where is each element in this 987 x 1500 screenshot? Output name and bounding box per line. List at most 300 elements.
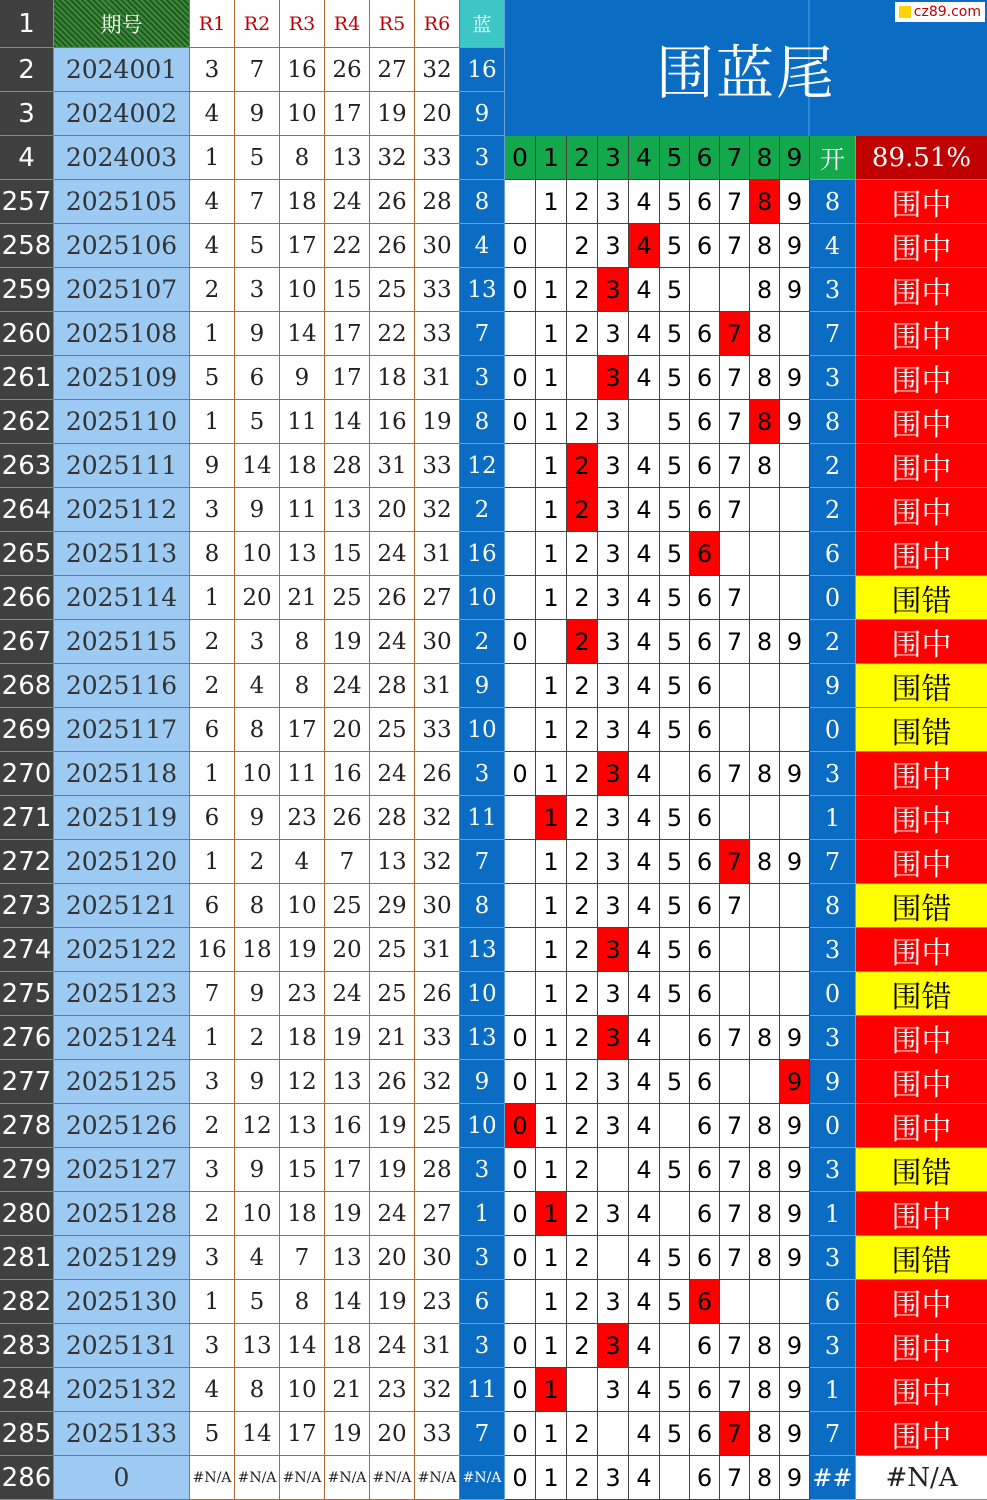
- digit-cell[interactable]: 4: [629, 620, 660, 664]
- blue-ball-cell[interactable]: 7: [460, 312, 505, 356]
- digit-cell[interactable]: 3: [598, 708, 629, 752]
- digit-cell[interactable]: 4: [629, 180, 660, 224]
- red-ball-cell[interactable]: 4: [235, 1236, 280, 1280]
- kai-cell[interactable]: 0: [810, 708, 856, 752]
- period-cell[interactable]: 2025129: [54, 1236, 190, 1280]
- red-ball-cell[interactable]: 3: [190, 1236, 235, 1280]
- digit-cell[interactable]: 7: [720, 1148, 750, 1192]
- red-ball-cell[interactable]: 17: [280, 1412, 325, 1456]
- digit-cell[interactable]: [720, 708, 750, 752]
- red-ball-cell[interactable]: 1: [190, 400, 235, 444]
- result-cell[interactable]: #N/A: [856, 1456, 987, 1500]
- row-header-273[interactable]: 273: [0, 884, 54, 928]
- kai-cell[interactable]: 0: [810, 972, 856, 1016]
- red-ball-cell[interactable]: 26: [370, 1060, 415, 1104]
- digit-cell[interactable]: 1: [536, 356, 567, 400]
- red-ball-cell[interactable]: 19: [325, 1192, 370, 1236]
- red-ball-cell[interactable]: 9: [190, 444, 235, 488]
- digit-cell[interactable]: 8: [750, 620, 780, 664]
- digit-cell[interactable]: [660, 1456, 690, 1500]
- digit-cell[interactable]: 8: [750, 1324, 780, 1368]
- red-ball-cell[interactable]: 5: [190, 1412, 235, 1456]
- digit-cell[interactable]: 6: [690, 928, 720, 972]
- digit-cell[interactable]: [505, 488, 536, 532]
- digit-cell[interactable]: 2: [567, 1060, 598, 1104]
- digit-cell[interactable]: 7: [720, 1016, 750, 1060]
- red-ball-cell[interactable]: 8: [280, 664, 325, 708]
- digit-cell[interactable]: 7: [720, 620, 750, 664]
- result-cell[interactable]: 围中: [856, 1412, 987, 1456]
- digit-cell[interactable]: 4: [629, 488, 660, 532]
- digit-cell[interactable]: 2: [567, 840, 598, 884]
- result-cell[interactable]: 围中: [856, 268, 987, 312]
- red-ball-cell[interactable]: 14: [325, 400, 370, 444]
- row-header-262[interactable]: 262: [0, 400, 54, 444]
- row-header-260[interactable]: 260: [0, 312, 54, 356]
- result-cell[interactable]: 围错: [856, 708, 987, 752]
- digit-hit-cell[interactable]: 4: [629, 224, 660, 268]
- kai-cell[interactable]: 3: [810, 1236, 856, 1280]
- red-ball-cell[interactable]: 20: [370, 1236, 415, 1280]
- row-header-1[interactable]: 1: [0, 0, 54, 48]
- blue-ball-cell[interactable]: 9: [460, 664, 505, 708]
- digit-cell[interactable]: 1: [536, 532, 567, 576]
- digit-cell[interactable]: [505, 708, 536, 752]
- red-header-3[interactable]: R3: [280, 0, 325, 48]
- red-ball-cell[interactable]: 10: [235, 752, 280, 796]
- digit-cell[interactable]: 6: [690, 224, 720, 268]
- red-ball-cell[interactable]: 17: [325, 356, 370, 400]
- digit-cell[interactable]: 8: [750, 268, 780, 312]
- digit-cell[interactable]: [598, 1236, 629, 1280]
- digit-cell[interactable]: [598, 1412, 629, 1456]
- row-header-268[interactable]: 268: [0, 664, 54, 708]
- digit-cell[interactable]: 6: [690, 620, 720, 664]
- digit-cell[interactable]: 4: [629, 1104, 660, 1148]
- digit-cell[interactable]: [780, 884, 810, 928]
- digit-cell[interactable]: 3: [598, 1060, 629, 1104]
- digit-cell[interactable]: 8: [750, 1016, 780, 1060]
- period-cell[interactable]: 0: [54, 1456, 190, 1500]
- period-cell[interactable]: 2025123: [54, 972, 190, 1016]
- row-header-284[interactable]: 284: [0, 1368, 54, 1412]
- red-ball-cell[interactable]: 32: [415, 48, 460, 92]
- row-header-279[interactable]: 279: [0, 1148, 54, 1192]
- kai-cell[interactable]: 0: [810, 1104, 856, 1148]
- digit-cell[interactable]: 4: [629, 928, 660, 972]
- digit-cell[interactable]: 9: [780, 1016, 810, 1060]
- red-ball-cell[interactable]: 9: [235, 1060, 280, 1104]
- red-ball-cell[interactable]: 13: [325, 136, 370, 180]
- period-cell[interactable]: 2025115: [54, 620, 190, 664]
- digit-header-5[interactable]: 5: [660, 136, 690, 180]
- red-ball-cell[interactable]: 10: [280, 884, 325, 928]
- red-ball-cell[interactable]: 26: [415, 752, 460, 796]
- digit-hit-cell[interactable]: 3: [598, 1016, 629, 1060]
- red-ball-cell[interactable]: 4: [190, 1368, 235, 1412]
- row-header-4[interactable]: 4: [0, 136, 54, 180]
- digit-cell[interactable]: 7: [720, 1104, 750, 1148]
- result-cell[interactable]: 围中: [856, 180, 987, 224]
- digit-cell[interactable]: 0: [505, 1368, 536, 1412]
- digit-cell[interactable]: 0: [505, 1324, 536, 1368]
- blue-ball-cell[interactable]: 3: [460, 1148, 505, 1192]
- digit-hit-cell[interactable]: 6: [690, 1280, 720, 1324]
- digit-cell[interactable]: 6: [690, 796, 720, 840]
- red-ball-cell[interactable]: 16: [325, 752, 370, 796]
- red-ball-cell[interactable]: 13: [370, 840, 415, 884]
- digit-cell[interactable]: 6: [690, 1148, 720, 1192]
- red-ball-cell[interactable]: 16: [190, 928, 235, 972]
- red-header-1[interactable]: R1: [190, 0, 235, 48]
- digit-cell[interactable]: 0: [505, 1148, 536, 1192]
- red-ball-cell[interactable]: 3: [190, 48, 235, 92]
- red-ball-cell[interactable]: 6: [235, 356, 280, 400]
- digit-cell[interactable]: 6: [690, 884, 720, 928]
- red-ball-cell[interactable]: 26: [370, 224, 415, 268]
- digit-cell[interactable]: 6: [690, 1236, 720, 1280]
- digit-header-7[interactable]: 7: [720, 136, 750, 180]
- red-ball-cell[interactable]: #N/A: [325, 1456, 370, 1500]
- red-ball-cell[interactable]: 3: [190, 488, 235, 532]
- result-cell[interactable]: 围中: [856, 224, 987, 268]
- digit-hit-cell[interactable]: 0: [505, 1104, 536, 1148]
- digit-cell[interactable]: 4: [629, 312, 660, 356]
- digit-header-1[interactable]: 1: [536, 136, 567, 180]
- digit-cell[interactable]: 5: [660, 1236, 690, 1280]
- red-ball-cell[interactable]: 20: [415, 92, 460, 136]
- digit-cell[interactable]: 1: [536, 664, 567, 708]
- red-ball-cell[interactable]: 11: [280, 488, 325, 532]
- digit-cell[interactable]: [750, 796, 780, 840]
- red-ball-cell[interactable]: 1: [190, 576, 235, 620]
- red-ball-cell[interactable]: 4: [235, 664, 280, 708]
- blue-ball-cell[interactable]: 13: [460, 928, 505, 972]
- digit-cell[interactable]: 2: [567, 268, 598, 312]
- digit-cell[interactable]: [750, 884, 780, 928]
- digit-cell[interactable]: 1: [536, 1148, 567, 1192]
- red-ball-cell[interactable]: 10: [235, 532, 280, 576]
- red-ball-cell[interactable]: 24: [370, 620, 415, 664]
- red-ball-cell[interactable]: 24: [370, 1192, 415, 1236]
- red-ball-cell[interactable]: #N/A: [370, 1456, 415, 1500]
- digit-cell[interactable]: [505, 928, 536, 972]
- row-header-286[interactable]: 286: [0, 1456, 54, 1500]
- digit-cell[interactable]: 2: [567, 1016, 598, 1060]
- red-ball-cell[interactable]: 32: [370, 136, 415, 180]
- digit-cell[interactable]: 3: [598, 1192, 629, 1236]
- digit-cell[interactable]: 5: [660, 180, 690, 224]
- digit-cell[interactable]: [505, 796, 536, 840]
- digit-cell[interactable]: 8: [750, 1412, 780, 1456]
- result-cell[interactable]: 围中: [856, 1368, 987, 1412]
- digit-hit-cell[interactable]: 6: [690, 532, 720, 576]
- period-cell[interactable]: 2025119: [54, 796, 190, 840]
- row-header-263[interactable]: 263: [0, 444, 54, 488]
- kai-header[interactable]: 开: [810, 136, 856, 180]
- period-cell[interactable]: 2025126: [54, 1104, 190, 1148]
- red-ball-cell[interactable]: 27: [370, 48, 415, 92]
- digit-cell[interactable]: 4: [629, 1368, 660, 1412]
- digit-cell[interactable]: 2: [567, 400, 598, 444]
- digit-cell[interactable]: 7: [720, 1456, 750, 1500]
- digit-hit-cell[interactable]: 1: [536, 1368, 567, 1412]
- row-header-283[interactable]: 283: [0, 1324, 54, 1368]
- red-ball-cell[interactable]: 2: [190, 620, 235, 664]
- digit-cell[interactable]: 8: [750, 1368, 780, 1412]
- row-header-270[interactable]: 270: [0, 752, 54, 796]
- digit-cell[interactable]: 3: [598, 1280, 629, 1324]
- digit-cell[interactable]: 1: [536, 268, 567, 312]
- red-header-2[interactable]: R2: [235, 0, 280, 48]
- digit-cell[interactable]: 5: [660, 488, 690, 532]
- red-ball-cell[interactable]: 19: [325, 620, 370, 664]
- red-ball-cell[interactable]: 18: [280, 1192, 325, 1236]
- kai-cell[interactable]: 3: [810, 268, 856, 312]
- digit-cell[interactable]: [536, 620, 567, 664]
- digit-hit-cell[interactable]: 7: [720, 1412, 750, 1456]
- digit-hit-cell[interactable]: 7: [720, 840, 750, 884]
- red-ball-cell[interactable]: 25: [415, 1104, 460, 1148]
- kai-cell[interactable]: 2: [810, 488, 856, 532]
- red-ball-cell[interactable]: 3: [235, 620, 280, 664]
- row-header-257[interactable]: 257: [0, 180, 54, 224]
- red-ball-cell[interactable]: 17: [280, 224, 325, 268]
- digit-cell[interactable]: 4: [629, 1324, 660, 1368]
- red-ball-cell[interactable]: 13: [280, 1104, 325, 1148]
- red-ball-cell[interactable]: 25: [370, 972, 415, 1016]
- digit-cell[interactable]: 6: [690, 972, 720, 1016]
- digit-cell[interactable]: 6: [690, 1016, 720, 1060]
- red-ball-cell[interactable]: 9: [235, 488, 280, 532]
- result-cell[interactable]: 围中: [856, 1104, 987, 1148]
- digit-cell[interactable]: [567, 1368, 598, 1412]
- red-ball-cell[interactable]: 31: [415, 356, 460, 400]
- red-ball-cell[interactable]: 32: [415, 1060, 460, 1104]
- digit-cell[interactable]: 4: [629, 972, 660, 1016]
- digit-hit-cell[interactable]: 3: [598, 928, 629, 972]
- red-ball-cell[interactable]: 9: [235, 972, 280, 1016]
- digit-cell[interactable]: 2: [567, 928, 598, 972]
- red-ball-cell[interactable]: 24: [325, 180, 370, 224]
- red-ball-cell[interactable]: 9: [235, 312, 280, 356]
- red-ball-cell[interactable]: #N/A: [280, 1456, 325, 1500]
- kai-cell[interactable]: 7: [810, 840, 856, 884]
- digit-cell[interactable]: [505, 312, 536, 356]
- digit-cell[interactable]: 2: [567, 1236, 598, 1280]
- red-ball-cell[interactable]: 21: [370, 1016, 415, 1060]
- result-cell[interactable]: 围中: [856, 1324, 987, 1368]
- red-ball-cell[interactable]: 33: [415, 136, 460, 180]
- blue-ball-cell[interactable]: 16: [460, 532, 505, 576]
- digit-cell[interactable]: 3: [598, 576, 629, 620]
- row-header-269[interactable]: 269: [0, 708, 54, 752]
- digit-cell[interactable]: 9: [780, 356, 810, 400]
- period-cell[interactable]: 2025109: [54, 356, 190, 400]
- red-ball-cell[interactable]: 22: [370, 312, 415, 356]
- digit-cell[interactable]: [598, 1148, 629, 1192]
- row-header-282[interactable]: 282: [0, 1280, 54, 1324]
- digit-cell[interactable]: 4: [629, 796, 660, 840]
- red-ball-cell[interactable]: 3: [190, 1148, 235, 1192]
- digit-cell[interactable]: 5: [660, 532, 690, 576]
- red-ball-cell[interactable]: 5: [190, 356, 235, 400]
- red-ball-cell[interactable]: 9: [235, 796, 280, 840]
- digit-hit-cell[interactable]: 3: [598, 1324, 629, 1368]
- red-ball-cell[interactable]: 7: [280, 1236, 325, 1280]
- red-ball-cell[interactable]: 21: [280, 576, 325, 620]
- digit-cell[interactable]: [720, 664, 750, 708]
- digit-cell[interactable]: 6: [690, 488, 720, 532]
- red-ball-cell[interactable]: 20: [235, 576, 280, 620]
- result-cell[interactable]: 围错: [856, 576, 987, 620]
- period-cell[interactable]: 2025130: [54, 1280, 190, 1324]
- digit-cell[interactable]: 5: [660, 1280, 690, 1324]
- blue-ball-cell[interactable]: 10: [460, 708, 505, 752]
- red-ball-cell[interactable]: #N/A: [190, 1456, 235, 1500]
- digit-cell[interactable]: 4: [629, 752, 660, 796]
- digit-cell[interactable]: 2: [567, 576, 598, 620]
- digit-cell[interactable]: 8: [750, 1148, 780, 1192]
- digit-cell[interactable]: 6: [690, 752, 720, 796]
- red-ball-cell[interactable]: 24: [370, 1324, 415, 1368]
- red-ball-cell[interactable]: 2: [190, 664, 235, 708]
- row-header-261[interactable]: 261: [0, 356, 54, 400]
- red-ball-cell[interactable]: 2: [235, 840, 280, 884]
- digit-cell[interactable]: [780, 928, 810, 972]
- kai-cell[interactable]: 7: [810, 312, 856, 356]
- period-cell[interactable]: 2025113: [54, 532, 190, 576]
- digit-cell[interactable]: 7: [720, 400, 750, 444]
- row-header-272[interactable]: 272: [0, 840, 54, 884]
- digit-cell[interactable]: 9: [780, 1456, 810, 1500]
- period-cell[interactable]: 2025128: [54, 1192, 190, 1236]
- digit-cell[interactable]: [780, 444, 810, 488]
- digit-cell[interactable]: 4: [629, 1456, 660, 1500]
- digit-cell[interactable]: 9: [780, 224, 810, 268]
- digit-cell[interactable]: 2: [567, 972, 598, 1016]
- digit-cell[interactable]: 6: [690, 1060, 720, 1104]
- row-header-277[interactable]: 277: [0, 1060, 54, 1104]
- digit-cell[interactable]: 9: [780, 180, 810, 224]
- red-ball-cell[interactable]: 4: [190, 224, 235, 268]
- digit-cell[interactable]: 6: [690, 1412, 720, 1456]
- digit-cell[interactable]: 8: [750, 1236, 780, 1280]
- digit-cell[interactable]: 3: [598, 840, 629, 884]
- red-ball-cell[interactable]: 26: [370, 576, 415, 620]
- digit-hit-cell[interactable]: 2: [567, 444, 598, 488]
- digit-cell[interactable]: 1: [536, 708, 567, 752]
- digit-cell[interactable]: 9: [780, 1412, 810, 1456]
- digit-hit-cell[interactable]: 8: [750, 400, 780, 444]
- red-ball-cell[interactable]: 7: [325, 840, 370, 884]
- digit-cell[interactable]: 4: [629, 444, 660, 488]
- red-ball-cell[interactable]: 32: [415, 840, 460, 884]
- digit-cell[interactable]: [780, 576, 810, 620]
- red-ball-cell[interactable]: 1: [190, 752, 235, 796]
- blue-ball-cell[interactable]: 9: [460, 92, 505, 136]
- result-cell[interactable]: 围中: [856, 752, 987, 796]
- digit-cell[interactable]: 1: [536, 972, 567, 1016]
- digit-cell[interactable]: 5: [660, 840, 690, 884]
- digit-cell[interactable]: 7: [720, 356, 750, 400]
- digit-cell[interactable]: [720, 532, 750, 576]
- red-ball-cell[interactable]: 8: [190, 532, 235, 576]
- red-ball-cell[interactable]: 24: [325, 972, 370, 1016]
- period-cell[interactable]: 2025108: [54, 312, 190, 356]
- digit-cell[interactable]: 5: [660, 972, 690, 1016]
- row-header-267[interactable]: 267: [0, 620, 54, 664]
- blue-ball-cell[interactable]: #N/A: [460, 1456, 505, 1500]
- digit-cell[interactable]: [750, 972, 780, 1016]
- digit-cell[interactable]: 9: [780, 752, 810, 796]
- digit-cell[interactable]: 4: [629, 1192, 660, 1236]
- digit-cell[interactable]: [660, 1192, 690, 1236]
- red-ball-cell[interactable]: 4: [190, 180, 235, 224]
- red-ball-cell[interactable]: 30: [415, 620, 460, 664]
- red-ball-cell[interactable]: 19: [370, 1148, 415, 1192]
- red-ball-cell[interactable]: 32: [415, 488, 460, 532]
- digit-cell[interactable]: [720, 268, 750, 312]
- red-ball-cell[interactable]: 5: [235, 136, 280, 180]
- blue-ball-cell[interactable]: 3: [460, 1236, 505, 1280]
- digit-cell[interactable]: 5: [660, 444, 690, 488]
- row-header-2[interactable]: 2: [0, 48, 54, 92]
- digit-cell[interactable]: [780, 708, 810, 752]
- red-ball-cell[interactable]: #N/A: [415, 1456, 460, 1500]
- result-cell[interactable]: 围错: [856, 972, 987, 1016]
- red-ball-cell[interactable]: 1: [190, 840, 235, 884]
- digit-cell[interactable]: 1: [536, 1060, 567, 1104]
- red-ball-cell[interactable]: 1: [190, 136, 235, 180]
- digit-header-6[interactable]: 6: [690, 136, 720, 180]
- digit-cell[interactable]: 6: [690, 1368, 720, 1412]
- red-ball-cell[interactable]: 13: [325, 1060, 370, 1104]
- digit-cell[interactable]: 1: [536, 1280, 567, 1324]
- digit-cell[interactable]: 2: [567, 708, 598, 752]
- digit-cell[interactable]: 1: [536, 1324, 567, 1368]
- kai-cell[interactable]: 6: [810, 532, 856, 576]
- red-ball-cell[interactable]: 10: [235, 1192, 280, 1236]
- result-cell[interactable]: 围中: [856, 1060, 987, 1104]
- digit-cell[interactable]: 8: [750, 1104, 780, 1148]
- period-cell[interactable]: 2025112: [54, 488, 190, 532]
- digit-cell[interactable]: 3: [598, 972, 629, 1016]
- digit-cell[interactable]: 6: [690, 840, 720, 884]
- result-cell[interactable]: 围中: [856, 356, 987, 400]
- kai-cell[interactable]: 1: [810, 1192, 856, 1236]
- digit-cell[interactable]: 7: [720, 224, 750, 268]
- period-cell[interactable]: 2025106: [54, 224, 190, 268]
- row-header-266[interactable]: 266: [0, 576, 54, 620]
- digit-hit-cell[interactable]: 3: [598, 356, 629, 400]
- digit-cell[interactable]: [780, 796, 810, 840]
- red-ball-cell[interactable]: 33: [415, 268, 460, 312]
- red-ball-cell[interactable]: 25: [325, 884, 370, 928]
- red-ball-cell[interactable]: 12: [235, 1104, 280, 1148]
- blue-ball-cell[interactable]: 16: [460, 48, 505, 92]
- red-ball-cell[interactable]: 19: [280, 928, 325, 972]
- digit-cell[interactable]: [505, 1280, 536, 1324]
- blue-ball-cell[interactable]: 10: [460, 972, 505, 1016]
- red-ball-cell[interactable]: 33: [415, 444, 460, 488]
- red-ball-cell[interactable]: 5: [235, 1280, 280, 1324]
- digit-hit-cell[interactable]: 2: [567, 620, 598, 664]
- kai-cell[interactable]: 7: [810, 1412, 856, 1456]
- digit-cell[interactable]: 3: [598, 620, 629, 664]
- result-cell[interactable]: 围中: [856, 312, 987, 356]
- digit-cell[interactable]: 8: [750, 356, 780, 400]
